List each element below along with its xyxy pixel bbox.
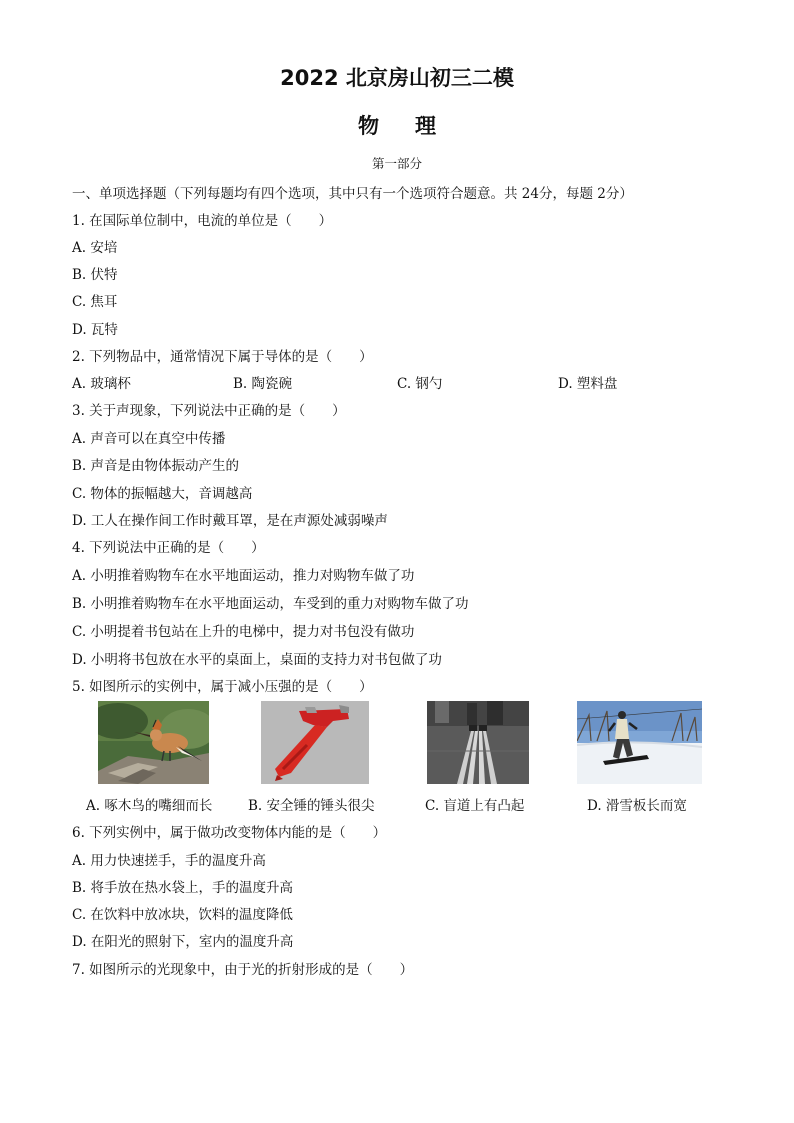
question-1-stem: 1. 在国际单位制中，电流的单位是（ ） bbox=[72, 213, 333, 229]
question-6-option-c: C. 在饮料中放冰块，饮料的温度降低 bbox=[72, 907, 293, 923]
question-3-option-d: D. 工人在操作间工作时戴耳罩，是在声源处减弱噪声 bbox=[72, 513, 388, 529]
hoopoe-bird-image bbox=[98, 701, 209, 784]
question-2-option-d: D. 塑料盘 bbox=[558, 376, 618, 392]
question-6-option-d: D. 在阳光的照射下，室内的温度升高 bbox=[72, 934, 294, 950]
question-4-stem: 4. 下列说法中正确的是（ ） bbox=[72, 540, 265, 556]
question-2-option-c: C. 钢勺 bbox=[397, 376, 443, 392]
safety-hammer-image bbox=[261, 701, 369, 784]
exam-subject: 物理 bbox=[358, 113, 472, 138]
question-2-option-b: B. 陶瓷碗 bbox=[233, 376, 293, 392]
question-3-option-b: B. 声音是由物体振动产生的 bbox=[72, 458, 240, 474]
question-1-option-a: A. 安培 bbox=[72, 240, 118, 256]
question-7-stem: 7. 如图所示的光现象中，由于光的折射形成的是（ ） bbox=[72, 962, 414, 978]
question-1-option-c: C. 焦耳 bbox=[72, 294, 118, 310]
question-6-stem: 6. 下列实例中，属于做功改变物体内能的是（ ） bbox=[72, 825, 387, 841]
question-2-option-a: A. 玻璃杯 bbox=[72, 376, 131, 392]
question-5-option-c: C. 盲道上有凸起 bbox=[425, 798, 525, 814]
question-3-option-c: C. 物体的振幅越大，音调越高 bbox=[72, 486, 253, 502]
question-4-option-d: D. 小明将书包放在水平的桌面上，桌面的支持力对书包做了功 bbox=[72, 652, 442, 668]
question-4-option-b: B. 小明推着购物车在水平地面运动，车受到的重力对购物车做了功 bbox=[72, 596, 469, 612]
question-1-option-b: B. 伏特 bbox=[72, 267, 118, 283]
question-4-option-a: A. 小明推着购物车在水平地面运动，推力对购物车做了功 bbox=[72, 568, 415, 584]
question-3-stem: 3. 关于声现象，下列说法中正确的是（ ） bbox=[72, 403, 346, 419]
question-1-option-d: D. 瓦特 bbox=[72, 322, 118, 338]
tactile-paving-image bbox=[427, 701, 529, 784]
snowboarder-image bbox=[577, 701, 702, 784]
section-heading: 一、单项选择题（下列每题均有四个选项，其中只有一个选项符合题意。共 24分，每题 2分） bbox=[72, 186, 633, 202]
question-2-stem: 2. 下列物品中，通常情况下属于导体的是（ ） bbox=[72, 349, 373, 365]
question-4-option-c: C. 小明提着书包站在上升的电梯中，提力对书包没有做功 bbox=[72, 624, 415, 640]
question-5-option-b: B. 安全锤的锤头很尖 bbox=[248, 798, 375, 814]
question-6-option-b: B. 将手放在热水袋上，手的温度升高 bbox=[72, 880, 294, 896]
question-3-option-a: A. 声音可以在真空中传播 bbox=[72, 431, 226, 447]
question-5-stem: 5. 如图所示的实例中，属于减小压强的是（ ） bbox=[72, 679, 373, 695]
question-5-option-d: D. 滑雪板长而宽 bbox=[587, 798, 687, 814]
exam-title: 2022 北京房山初三二模 bbox=[280, 66, 514, 90]
question-6-option-a: A. 用力快速搓手，手的温度升高 bbox=[72, 853, 266, 869]
question-5-option-a: A. 啄木鸟的嘴细而长 bbox=[86, 798, 213, 814]
part-label: 第一部分 bbox=[371, 156, 422, 171]
